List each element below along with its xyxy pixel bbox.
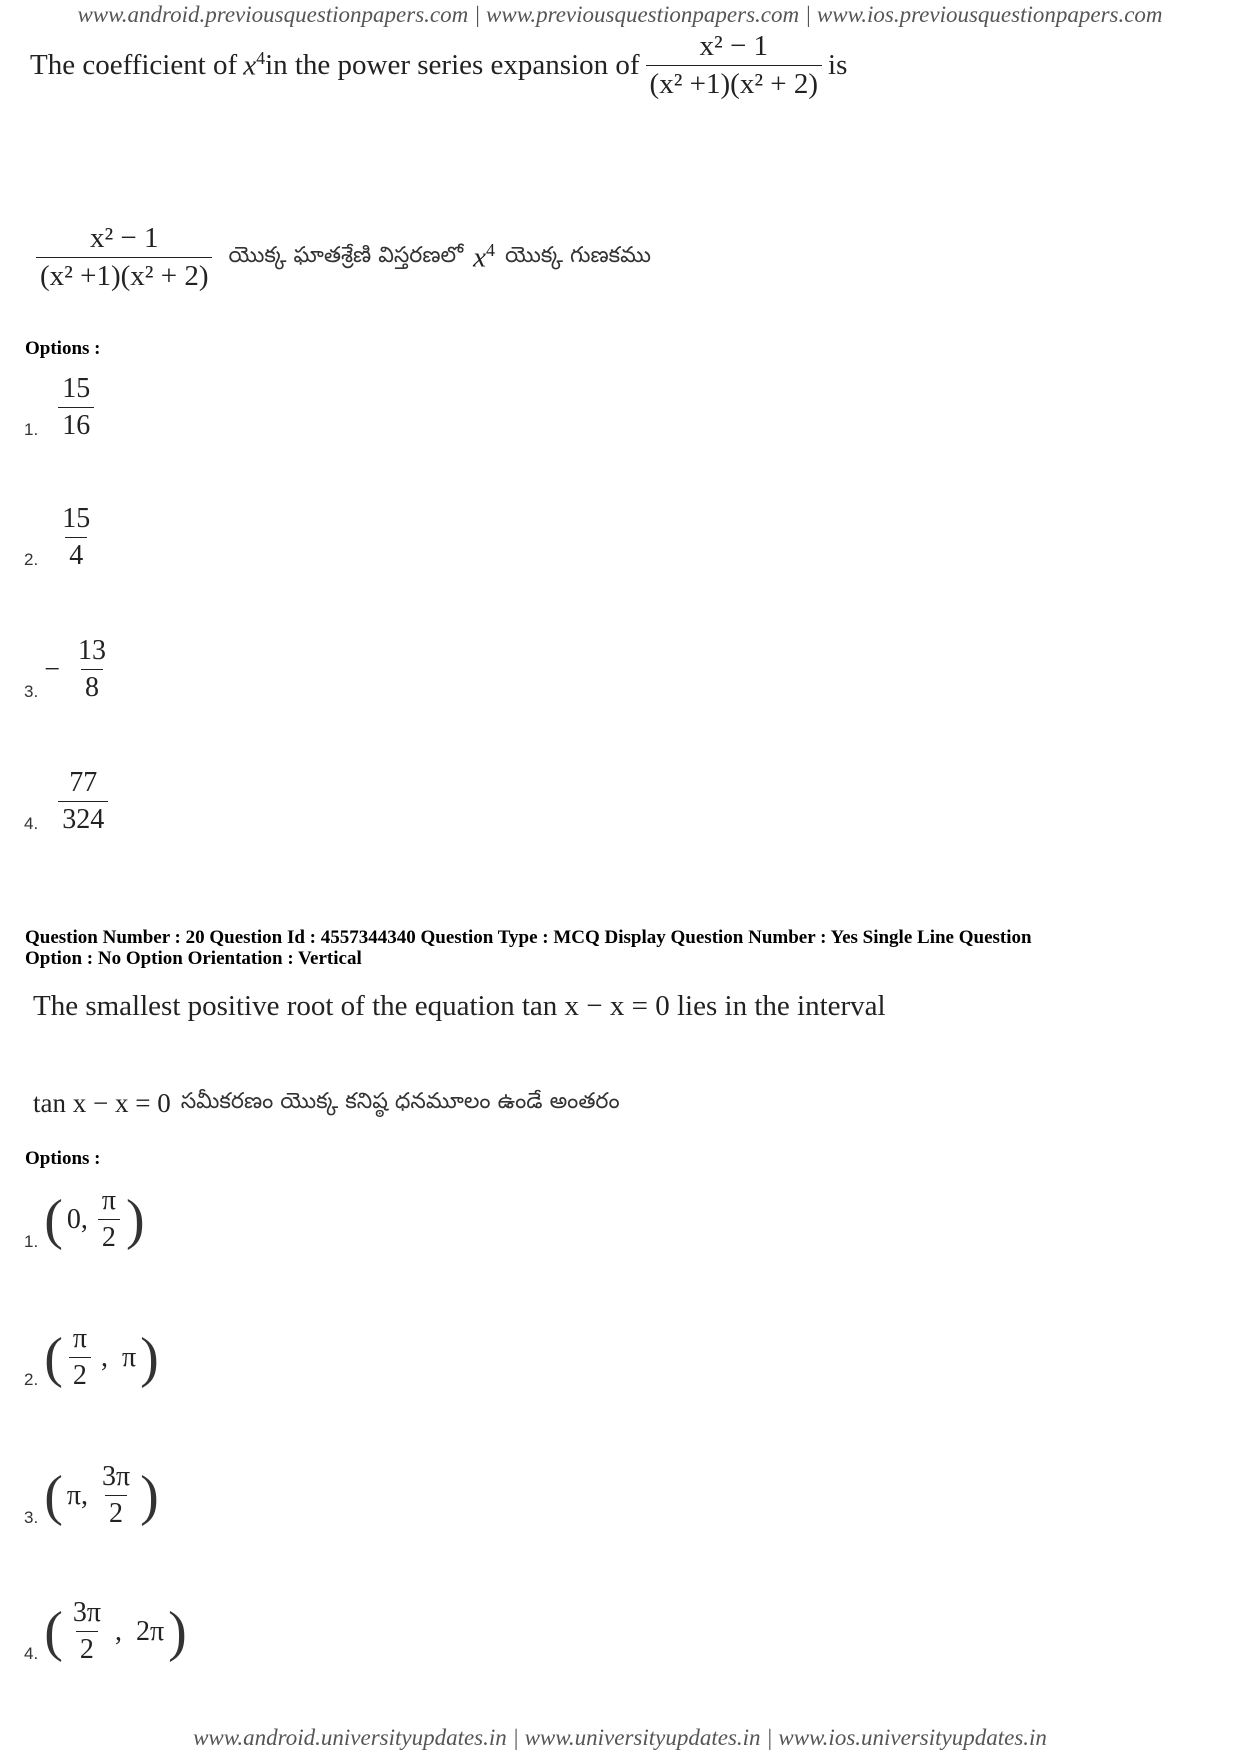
- right-paren-icon: ): [125, 1188, 145, 1251]
- option-number: 1.: [24, 1232, 39, 1251]
- q19-telugu-var: x: [473, 241, 487, 274]
- option-number: 2.: [24, 550, 39, 569]
- option-sign: −: [44, 653, 60, 685]
- option-numerator: 77: [69, 767, 98, 798]
- option-number: 2.: [24, 1370, 39, 1389]
- q20-telugu-sentence: సమీకరణం యొక్క కనిష్ఠ ధనమూలం ఉండే అంతరం: [180, 1088, 620, 1114]
- q19-option-3[interactable]: [24, 635, 116, 704]
- option-number: 4.: [24, 1644, 39, 1663]
- page-footer-watermark: www.android.universityupdates.in | www.universityupdates.in | www.ios.universityupdates.in: [193, 1725, 1047, 1750]
- option-frac-num: 3π: [72, 1597, 101, 1628]
- q20-metadata: [25, 927, 1205, 969]
- q19-telugu-fraction: [36, 222, 212, 293]
- q20-options-label: Options :: [25, 1148, 101, 1169]
- left-paren-icon: (: [44, 1326, 63, 1389]
- q19-text-after: is: [828, 49, 848, 81]
- q19-var: x: [243, 49, 257, 82]
- option-left-term: π,: [66, 1479, 88, 1511]
- option-numerator: 15: [62, 503, 91, 534]
- option-frac-den: 2: [76, 1631, 98, 1666]
- option-denominator: 8: [81, 669, 103, 704]
- q19-text-before: The coefficient of: [30, 49, 238, 81]
- option-number: 3.: [24, 1508, 39, 1527]
- option-right-term: , 2π: [114, 1615, 165, 1647]
- left-paren-icon: (: [44, 1188, 63, 1251]
- option-frac-den: 2: [98, 1219, 120, 1254]
- right-paren-icon: ): [140, 1464, 159, 1527]
- q19-option-4[interactable]: [24, 767, 114, 836]
- option-right-term: , π: [100, 1341, 137, 1373]
- option-number: 4.: [24, 814, 39, 833]
- option-frac-den: 2: [69, 1357, 91, 1392]
- q19-option-1[interactable]: [24, 373, 100, 442]
- q20-meta-line1: Question Number : 20 Question Id : 4557344340 Question Type : MCQ Display Question Number : Yes Single Line Question: [25, 927, 1032, 948]
- q19-telugu-power: 4: [486, 240, 496, 261]
- option-left-term: 0,: [66, 1203, 88, 1235]
- q20-question-text: The smallest positive root of the equation tan x − x = 0 lies in the interval: [33, 990, 886, 1022]
- q20-option-1[interactable]: [24, 1185, 145, 1254]
- q20-option-2[interactable]: [24, 1323, 159, 1392]
- option-frac-num: π: [72, 1323, 87, 1354]
- q19-telugu-part2: యొక్క గుణకము: [505, 242, 652, 268]
- q19-power: 4: [256, 48, 266, 69]
- q19-telugu-part1: యొక్క ఘాతశ్రేణి విస్తరణలో: [228, 242, 464, 268]
- q19-telugu-frac-num: x² − 1: [89, 222, 159, 254]
- q19-fraction: [646, 30, 822, 101]
- option-denominator: 324: [58, 801, 108, 836]
- left-paren-icon: (: [44, 1600, 63, 1663]
- q19-question-text: [30, 30, 847, 101]
- q20-option-3[interactable]: [24, 1461, 159, 1530]
- page-header-watermark: www.android.previousquestionpapers.com | www.previousquestionpapers.com | www.ios.previousquestionpapers.com: [77, 2, 1163, 27]
- option-numerator: 15: [62, 373, 91, 404]
- q20-option-4[interactable]: [24, 1597, 187, 1666]
- option-frac-num: 3π: [101, 1461, 131, 1492]
- option-denominator: 4: [65, 537, 87, 572]
- q19-telugu-text: [30, 222, 651, 293]
- q19-text-mid: in the power series expansion of: [265, 49, 640, 81]
- right-paren-icon: ): [140, 1326, 159, 1389]
- option-numerator: 13: [77, 635, 106, 666]
- q19-frac-den: (x² +1)(x² + 2): [646, 65, 822, 101]
- right-paren-icon: ): [168, 1600, 187, 1663]
- q20-telugu-text: [33, 1088, 620, 1119]
- q19-options-label: Options :: [25, 338, 101, 359]
- q19-telugu-frac-den: (x² +1)(x² + 2): [36, 257, 212, 293]
- q19-option-2[interactable]: [24, 503, 100, 572]
- q20-telugu-equation: tan x − x = 0: [33, 1088, 171, 1118]
- option-frac-den: 2: [105, 1495, 127, 1530]
- option-number: 3.: [24, 682, 39, 701]
- option-number: 1.: [24, 420, 39, 439]
- left-paren-icon: (: [44, 1464, 63, 1527]
- q20-meta-line2: Option : No Option Orientation : Vertical: [25, 948, 362, 969]
- option-denominator: 16: [58, 407, 94, 442]
- q19-frac-num: x² − 1: [699, 30, 769, 62]
- option-frac-num: π: [101, 1185, 116, 1216]
